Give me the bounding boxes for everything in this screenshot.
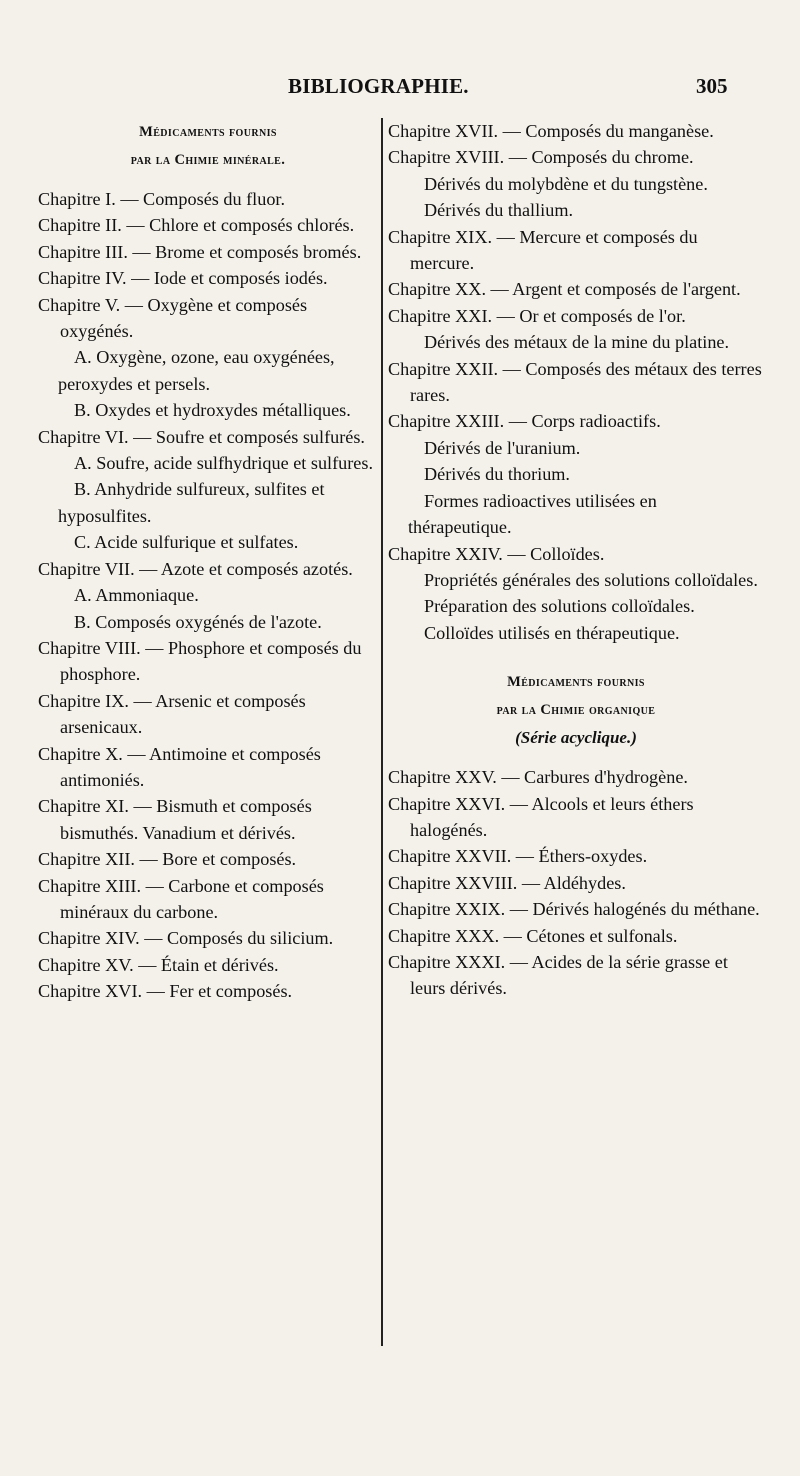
sub-entry: B. Composés oxygénés de l'azote.	[74, 611, 322, 632]
sub-entry: Préparation des solutions colloïdales.	[424, 596, 695, 617]
sub-entry: Dérivés de l'uranium.	[424, 437, 581, 458]
sub-entry: Dérivés du thorium.	[424, 464, 570, 485]
chapter-entry: Chapitre XXIV. — Colloïdes.	[388, 543, 605, 564]
section-heading-line2: par la Chimie organique	[496, 702, 656, 719]
chapter-entry: Chapitre XXVI. — Alcools et leurs éthers halogénés.	[388, 793, 694, 840]
chapter-entry: Chapitre VIII. — Phosphore et composés du phosphore.	[38, 637, 362, 685]
section-heading-line2: par la Chimie minérale.	[130, 152, 286, 168]
chapter-list-mineral	[38, 186, 378, 1005]
chapter-entry: Chapitre XII. — Bore et composés.	[38, 849, 297, 870]
chapter-entry: Chapitre III. — Brome et composés bromés.	[38, 241, 362, 262]
chapter-entry: Chapitre X. — Antimoine et composés antimoniés.	[38, 743, 321, 790]
section-heading-line1: Médicaments fournis	[139, 124, 277, 140]
chapter-entry: Chapitre XIV. — Composés du silicium.	[38, 928, 334, 949]
sub-entry: Dérivés du thallium.	[424, 200, 574, 221]
sub-entry: C. Acide sulfurique et sulfates.	[74, 532, 299, 553]
chapter-entry: Chapitre II. — Chlore et composés chlorés.	[38, 215, 355, 236]
chapter-list-mineral-continued	[388, 118, 764, 646]
chapter-entry: Chapitre VI. — Soufre et composés sulfurés.	[38, 426, 365, 447]
chapter-entry: Chapitre XXIX. — Dérivés halogénés du méthane.	[388, 899, 760, 920]
chapter-entry: Chapitre XXVII. — Éthers-oxydes.	[388, 846, 648, 867]
chapter-entry: Chapitre XV. — Étain et dérivés.	[38, 954, 279, 975]
section-heading-line3: (Série acyclique.)	[515, 728, 637, 748]
chapter-entry: Chapitre VII. — Azote et composés azotés.	[38, 558, 353, 579]
chapter-entry: Chapitre XXVIII. — Aldéhydes.	[388, 872, 626, 893]
sub-entry: A. Soufre, acide sulfhydrique et sulfures.	[74, 453, 374, 474]
chapter-entry: Chapitre XIX. — Mercure et composés du mercure.	[388, 226, 698, 274]
chapter-entry: Chapitre IV. — Iode et composés iodés.	[38, 268, 328, 289]
chapter-entry: Chapitre XXII. — Composés des métaux des terres rares.	[388, 358, 762, 406]
chapter-entry: Chapitre XXI. — Or et composés de l'or.	[388, 305, 686, 326]
right-column	[388, 118, 764, 1002]
chapter-entry: Chapitre XXV. — Carbures d'hydrogène.	[388, 767, 688, 788]
left-column	[38, 118, 378, 1005]
chapter-entry: Chapitre XXX. — Cétones et sulfonals.	[388, 925, 678, 946]
chapter-entry: Chapitre XVI. — Fer et composés.	[38, 981, 293, 1002]
chapter-entry: Chapitre XXIII. — Corps radioactifs.	[388, 411, 661, 432]
chapter-list-organic	[388, 764, 764, 1002]
chapter-entry: Chapitre XIII. — Carbone et composés minéraux du carbone.	[38, 875, 324, 922]
section-heading-line1: Médicaments fournis	[507, 674, 645, 691]
page-header	[0, 74, 800, 104]
sub-entry: A. Ammoniaque.	[74, 585, 199, 606]
sub-entry: A. Oxygène, ozone, eau oxygénées, peroxydes et persels.	[58, 347, 335, 394]
chapter-entry: Chapitre V. — Oxygène et composés oxygénés.	[38, 294, 308, 342]
chapter-entry: Chapitre XXXI. — Acides de la série grasse et leurs dérivés.	[388, 951, 728, 999]
chapter-entry: Chapitre IX. — Arsenic et composés arsenicaux.	[38, 690, 306, 738]
sub-entry: Propriétés générales des solutions colloïdales.	[424, 569, 758, 590]
sub-entry: Formes radioactives utilisées en thérapeutique.	[408, 490, 657, 538]
running-head: BIBLIOGRAPHIE.	[288, 74, 469, 98]
sub-entry: Dérivés des métaux de la mine du platine.	[424, 332, 730, 353]
sub-entry: Dérivés du molybdène et du tungstène.	[424, 173, 708, 194]
sub-entry: B. Oxydes et hydroxydes métalliques.	[74, 400, 351, 421]
chapter-entry: Chapitre XVIII. — Composés du chrome.	[388, 147, 694, 168]
page-number: 305	[696, 74, 728, 98]
sub-entry: Colloïdes utilisés en thérapeutique.	[424, 622, 680, 643]
chapter-entry: Chapitre XX. — Argent et composés de l'argent.	[388, 279, 741, 300]
chapter-entry: Chapitre XI. — Bismuth et composés bismuthés. Vanadium et dérivés.	[38, 796, 312, 843]
chapter-entry: Chapitre XVII. — Composés du manganèse.	[388, 121, 714, 141]
column-divider	[381, 118, 383, 1346]
chapter-entry: Chapitre I. — Composés du fluor.	[38, 189, 286, 209]
sub-entry: B. Anhydride sulfureux, sulfites et hyposulfites.	[58, 479, 325, 526]
